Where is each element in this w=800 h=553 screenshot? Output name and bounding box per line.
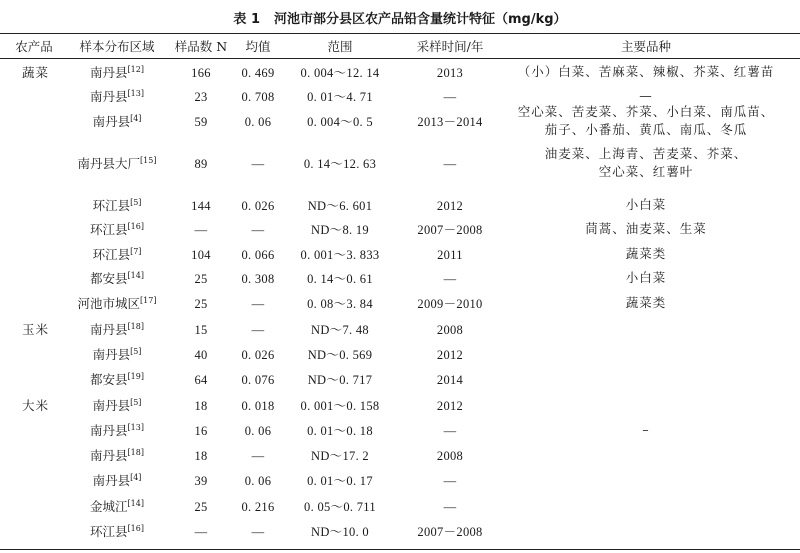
region-cell: [62, 220, 172, 240]
mean-cell: 0. 06: [244, 474, 272, 488]
region-cell: [62, 345, 172, 365]
region-cell: [62, 245, 172, 265]
varieties-cell: [505, 145, 787, 181]
header-varieties: 主要品种: [620, 39, 671, 54]
varieties-cell: [505, 269, 787, 287]
varieties-cell: [505, 245, 787, 263]
sampling-year-cell: 2013－2014: [417, 115, 483, 129]
region-name: 金城江: [90, 499, 128, 514]
varieties-cell: [505, 294, 787, 312]
mean-cell: 0. 708: [241, 90, 275, 104]
variety-line: 油麦菜、上海青、苦麦菜、芥菜、: [544, 146, 748, 161]
table-caption: [0, 8, 800, 27]
region-name: 南丹县: [90, 448, 128, 463]
sample-count-cell: —: [194, 525, 208, 539]
sample-count-cell: 25: [194, 500, 208, 514]
region-cell: [62, 63, 172, 83]
mean-cell: 0. 469: [241, 66, 275, 80]
reference-marker: [4]: [130, 113, 142, 123]
mean-cell: 0. 018: [241, 399, 275, 413]
reference-marker: [18]: [127, 321, 144, 331]
mean-cell: 0. 026: [241, 348, 275, 362]
range-cell: 0. 001～3. 833: [300, 248, 380, 262]
mean-cell: —: [251, 223, 265, 237]
region-name: 南丹县: [92, 473, 131, 488]
sampling-year-cell: 2009－2010: [417, 297, 483, 311]
reference-marker: [16]: [127, 221, 144, 231]
mean-cell: 0. 06: [244, 424, 272, 438]
region-name: 河池市城区: [77, 296, 141, 311]
crop-cell: 玉米: [22, 322, 50, 337]
variety-line: –: [642, 422, 650, 437]
reference-marker: [16]: [127, 523, 144, 533]
sample-count-cell: —: [194, 223, 208, 237]
varieties-cell: [505, 63, 787, 81]
region-name: 南丹县大厂: [77, 156, 141, 171]
header-sampling-year: 采样时间/年: [416, 39, 484, 54]
mean-cell: 0. 076: [241, 373, 275, 387]
range-cell: ND～10. 0: [311, 525, 369, 539]
region-cell: [62, 269, 172, 289]
sampling-year-cell: 2014: [436, 373, 464, 387]
sample-count-cell: 39: [194, 474, 208, 488]
sample-count-cell: 16: [194, 424, 208, 438]
range-cell: 0. 14～12. 63: [303, 157, 377, 171]
region-name: 环江县: [92, 247, 131, 262]
mean-cell: —: [251, 525, 265, 539]
reference-marker: [5]: [130, 346, 142, 356]
range-cell: 0. 004～0. 5: [307, 115, 373, 129]
sampling-year-cell: 2013: [436, 66, 464, 80]
range-cell: 0. 01～0. 17: [307, 474, 373, 488]
sampling-year-cell: —: [443, 90, 457, 104]
region-cell: [62, 196, 172, 216]
header-rule: [0, 58, 800, 59]
header-range: 范围: [327, 39, 353, 54]
sampling-year-cell: 2008: [436, 323, 464, 337]
range-cell: 0. 001～0. 158: [300, 399, 380, 413]
reference-marker: [18]: [127, 447, 144, 457]
region-cell: [62, 112, 172, 132]
bottom-rule: [0, 549, 800, 550]
range-cell: 0. 01～4. 71: [307, 90, 373, 104]
sample-count-cell: 23: [194, 90, 208, 104]
header-crop: 农产品: [15, 39, 53, 54]
region-name: 都安县: [90, 271, 128, 286]
sample-count-cell: 15: [194, 323, 208, 337]
sampling-year-cell: 2007－2008: [417, 525, 483, 539]
range-cell: ND～7. 48: [311, 323, 369, 337]
sampling-year-cell: 2011: [437, 248, 463, 262]
range-cell: 0. 01～0. 18: [307, 424, 373, 438]
mean-cell: —: [251, 157, 265, 171]
sample-count-cell: 104: [191, 248, 211, 262]
range-cell: ND～8. 19: [311, 223, 369, 237]
region-name: 环江县: [90, 222, 128, 237]
sample-count-cell: 40: [194, 348, 208, 362]
sample-count-cell: 18: [194, 399, 208, 413]
sample-count-cell: 59: [194, 115, 208, 129]
region-cell: [62, 370, 172, 390]
sample-count-cell: 18: [194, 449, 208, 463]
region-cell: [62, 294, 172, 314]
sample-count-cell: 89: [194, 157, 208, 171]
region-cell: [62, 154, 172, 174]
variety-line: 茄子、小番茄、黄瓜、南瓜、冬瓜: [544, 122, 748, 137]
table-title: 河池市部分县区农产品铅含量统计特征（mg/kg）: [274, 12, 567, 27]
region-cell: [62, 471, 172, 491]
variety-line: 小白菜: [625, 197, 667, 212]
variety-line: 茼蒿、油麦菜、生菜: [585, 221, 707, 236]
crop-cell: 蔬菜: [22, 65, 50, 80]
varieties-cell: [505, 421, 787, 439]
range-cell: 0. 05～0. 711: [304, 500, 376, 514]
mean-cell: 0. 026: [241, 199, 275, 213]
mean-cell: —: [251, 323, 265, 337]
reference-marker: [7]: [130, 246, 142, 256]
region-name: 环江县: [92, 198, 131, 213]
mean-cell: —: [251, 297, 265, 311]
region-cell: [62, 396, 172, 416]
region-cell: [62, 87, 172, 107]
varieties-cell: [505, 103, 787, 139]
range-cell: ND～0. 717: [307, 373, 373, 387]
region-cell: [62, 522, 172, 542]
region-name: 环江县: [90, 524, 128, 539]
region-cell: [62, 421, 172, 441]
variety-line: —: [639, 88, 653, 103]
sampling-year-cell: —: [443, 424, 457, 438]
sampling-year-cell: —: [443, 272, 457, 286]
sampling-year-cell: 2008: [436, 449, 464, 463]
region-name: 南丹县: [90, 65, 128, 80]
varieties-cell: [505, 196, 787, 214]
range-cell: ND～17. 2: [311, 449, 369, 463]
sample-count-cell: 166: [191, 66, 211, 80]
reference-marker: [13]: [127, 88, 144, 98]
region-name: 南丹县: [92, 114, 131, 129]
table-number: 表 1: [233, 12, 260, 27]
region-name: 南丹县: [90, 322, 128, 337]
reference-marker: [13]: [127, 422, 144, 432]
variety-line: 蔬菜类: [625, 246, 667, 261]
range-cell: ND～0. 569: [307, 348, 373, 362]
range-cell: 0. 08～3. 84: [307, 297, 373, 311]
sampling-year-cell: 2012: [436, 348, 464, 362]
region-name: 南丹县: [92, 398, 131, 413]
reference-marker: [5]: [130, 197, 142, 207]
sampling-year-cell: 2012: [436, 199, 464, 213]
reference-marker: [4]: [130, 472, 142, 482]
top-rule: [0, 33, 800, 34]
sampling-year-cell: 2012: [436, 399, 464, 413]
reference-marker: [12]: [127, 64, 144, 74]
variety-line: 空心菜、苦麦菜、芥菜、小白菜、南瓜苗、: [517, 104, 775, 119]
variety-line: （小）白菜、苦麻菜、辣椒、芥菜、红薯苗: [517, 64, 775, 79]
variety-line: 蔬菜类: [625, 295, 667, 310]
reference-marker: [14]: [127, 270, 144, 280]
reference-marker: [17]: [140, 295, 157, 305]
range-cell: 0. 14～0. 61: [307, 272, 373, 286]
reference-marker: [15]: [140, 155, 157, 165]
region-cell: [62, 497, 172, 517]
sample-count-cell: 25: [194, 272, 208, 286]
sampling-year-cell: —: [443, 500, 457, 514]
reference-marker: [14]: [127, 498, 144, 508]
region-cell: [62, 320, 172, 340]
reference-marker: [19]: [127, 371, 144, 381]
varieties-cell: [505, 220, 787, 238]
sample-count-cell: 144: [191, 199, 211, 213]
range-cell: ND～6. 601: [307, 199, 373, 213]
sampling-year-cell: —: [443, 474, 457, 488]
mean-cell: 0. 308: [241, 272, 275, 286]
mean-cell: 0. 06: [244, 115, 272, 129]
region-name: 南丹县: [92, 347, 131, 362]
header-region: 样本分布区域: [79, 39, 155, 54]
mean-cell: 0. 066: [241, 248, 275, 262]
mean-cell: 0. 216: [241, 500, 275, 514]
reference-marker: [5]: [130, 397, 142, 407]
region-name: 南丹县: [90, 89, 128, 104]
region-cell: [62, 446, 172, 466]
header-sample-count: 样品数 N: [174, 39, 228, 54]
range-cell: 0. 004～12. 14: [300, 66, 380, 80]
sample-count-cell: 64: [194, 373, 208, 387]
sampling-year-cell: 2007－2008: [417, 223, 483, 237]
variety-line: 空心菜、红薯叶: [598, 164, 694, 179]
crop-cell: 大米: [22, 398, 50, 413]
mean-cell: —: [251, 449, 265, 463]
header-mean: 均值: [245, 39, 271, 54]
sampling-year-cell: —: [443, 157, 457, 171]
variety-line: 小白菜: [625, 270, 667, 285]
region-name: 南丹县: [90, 423, 128, 438]
region-name: 都安县: [90, 372, 128, 387]
sample-count-cell: 25: [194, 297, 208, 311]
